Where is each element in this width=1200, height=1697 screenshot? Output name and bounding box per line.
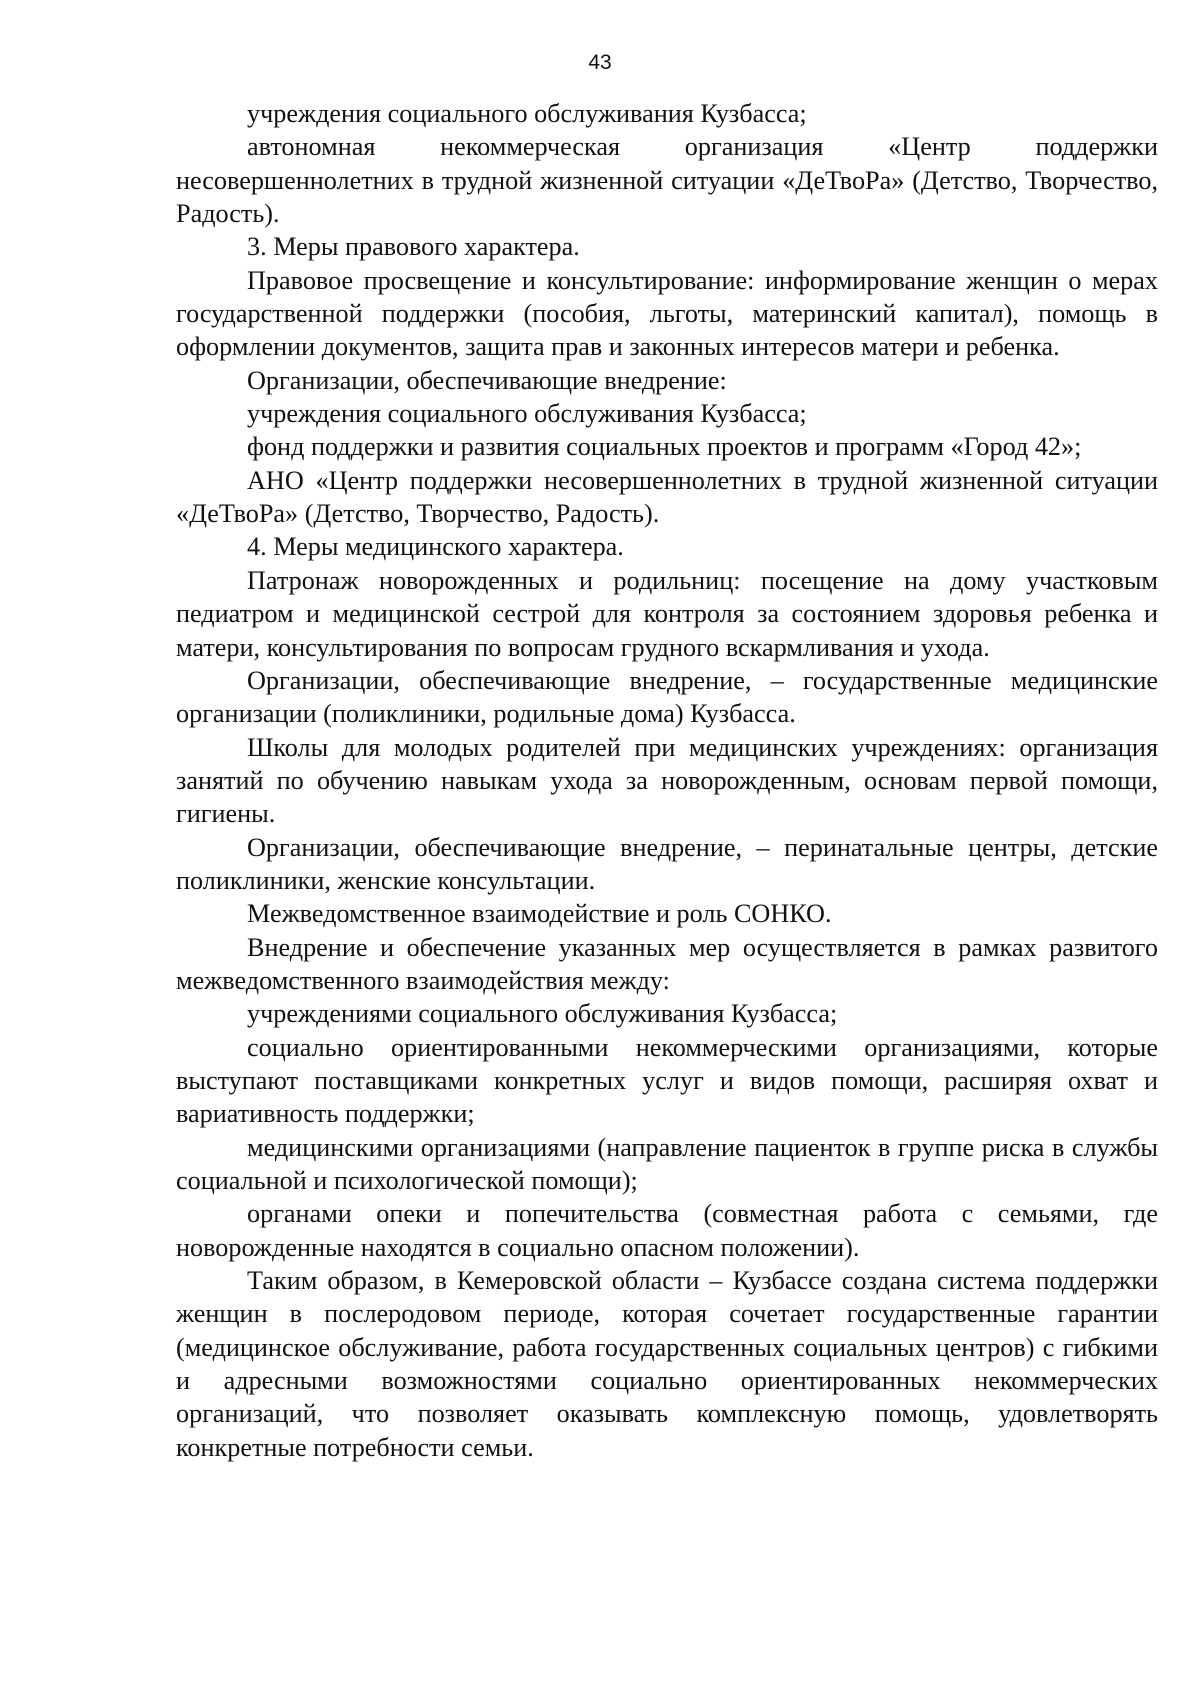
page-number: 43 xyxy=(588,51,612,74)
section-heading: 3. Меры правового характера. xyxy=(247,232,580,262)
paragraph: учреждениями социального обслуживания Кузбасса; xyxy=(247,999,838,1029)
paragraph: АНО «Центр поддержки несовершеннолетних в трудной жизненной ситуации «ДеТвоРа» (Детство, Творчество, Радость). xyxy=(176,465,1158,529)
paragraph: социально ориентированными некоммерческими организациями, которые выступают поставщиками конкретных услуг и видов помощи, расширяя охват и вариативность поддержки; xyxy=(176,1032,1158,1129)
paragraph: органами опеки и попечительства (совместная работа с семьями, где новорожденные находятся в социально опасном положении). xyxy=(176,1199,1158,1262)
paragraph: Патронаж новорожденных и родильниц: посещение на дому участковым педиатром и медицинской сестрой для контроля за состоянием здоровья ребенка и матери, консультирования по вопросам грудного вскармливания и ухода. xyxy=(176,565,1158,662)
section-heading: Межведомственное взаимодействие и роль СОНКО. xyxy=(247,899,832,929)
paragraph: Организации, обеспечивающие внедрение: xyxy=(247,365,727,395)
paragraph: Организации, обеспечивающие внедрение, – государственные медицинские организации (поликлиники, родильные дома) Кузбасса. xyxy=(176,665,1158,729)
paragraph: Внедрение и обеспечение указанных мер осуществляется в рамках развитого межведомственного взаимодействия между: xyxy=(176,932,1158,995)
paragraph: автономная некоммерческая организация «Центр поддержки несовершеннолетних в трудной жизненной ситуации «ДеТвоРа» (Детство, Творчество, Радость). xyxy=(176,132,1158,229)
paragraph: медицинскими организациями (направление пациенток в группе риска в службы социальной и психологической помощи); xyxy=(176,1132,1158,1195)
paragraph: учреждения социального обслуживания Кузбасса; xyxy=(247,99,807,128)
paragraph: Правовое просвещение и консультирование: информирование женщин о мерах государственной поддержки (пособия, льготы, материнский капитал), помощь в оформлении документов, защита прав и законных интересов матери и ребенка. xyxy=(176,265,1158,362)
document-body xyxy=(176,97,1158,1464)
paragraph: Таким образом, в Кемеровской области – Кузбассе создана система поддержки женщин в послеродовом периоде, которая сочетает государственные гарантии (медицинское обслуживание, работа государственных социальных центров) с гибкими и адресными возможностями социально ориентированных некоммерческих организаций, что позволяет оказывать комплексную помощь, удовлетворять конкретные потребности семьи. xyxy=(176,1266,1158,1462)
paragraph: Школы для молодых родителей при медицинских учреждениях: организация занятий по обучению навыкам ухода за новорожденным, основам первой помощи, гигиены. xyxy=(176,732,1158,829)
paragraph: фонд поддержки и развития социальных проектов и программ «Город 42»; xyxy=(247,432,1082,462)
section-heading: 4. Меры медицинского характера. xyxy=(247,532,624,562)
paragraph: Организации, обеспечивающие внедрение, – перинатальные центры, детские поликлиники, женские консультации. xyxy=(176,832,1158,895)
paragraph: учреждения социального обслуживания Кузбасса; xyxy=(247,399,807,429)
